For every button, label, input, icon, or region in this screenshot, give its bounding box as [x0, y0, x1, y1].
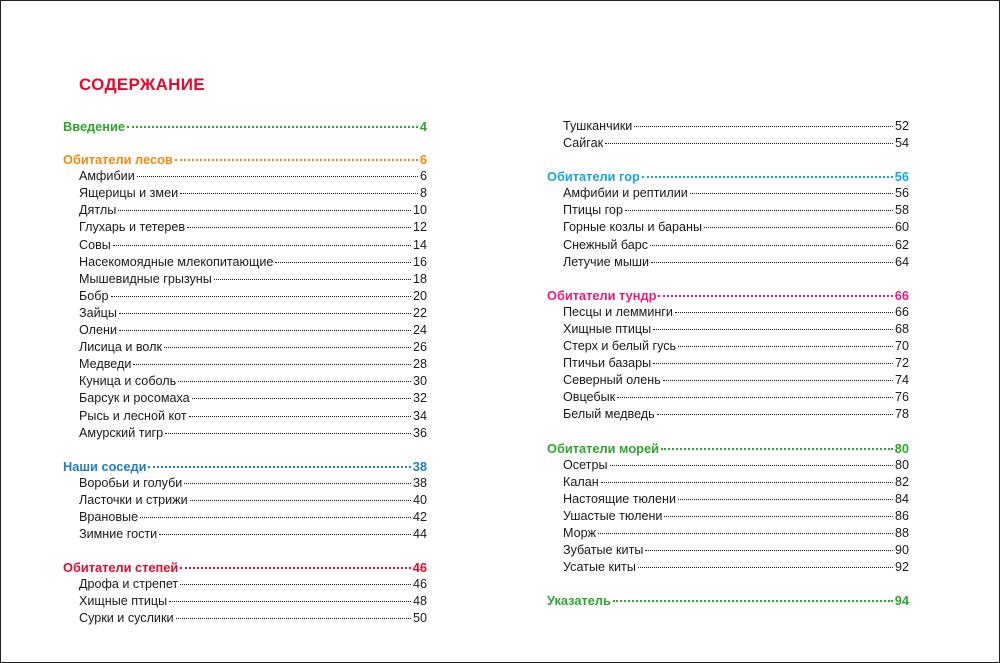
toc-entry-label: Зубатые киты	[563, 543, 644, 558]
dot-leader	[601, 482, 893, 483]
toc-section	[63, 151, 427, 442]
dot-leader	[111, 296, 411, 297]
toc-entry-label: Осетры	[563, 457, 608, 472]
toc-entry[interactable]	[547, 559, 909, 576]
dot-leader	[148, 466, 410, 468]
dot-leader	[119, 313, 411, 314]
toc-entry[interactable]	[547, 185, 909, 202]
toc-page-number: 26	[412, 340, 427, 355]
toc-entry-label: Снежный барс	[563, 237, 649, 252]
toc-page-number: 14	[412, 237, 427, 252]
toc-page-number: 76	[894, 390, 909, 405]
dot-leader	[653, 329, 893, 330]
toc-entry-label: Дрофа и стрепет	[79, 577, 179, 592]
dot-leader	[180, 193, 418, 194]
toc-section	[63, 118, 427, 135]
toc-entry-label: Стерх и белый гусь	[563, 339, 677, 354]
dot-leader	[675, 312, 893, 313]
dot-leader	[642, 176, 893, 178]
dot-leader	[180, 567, 411, 569]
dot-leader	[598, 533, 893, 534]
toc-entry-label: Зимние гости	[79, 527, 158, 542]
toc-entry-label: Горные козлы и бараны	[563, 220, 703, 235]
toc-entry-label: Рысь и лесной кот	[79, 408, 187, 423]
dot-leader	[113, 245, 411, 246]
dot-leader	[634, 126, 893, 127]
toc-entry-label: Настоящие тюлени	[563, 491, 677, 506]
dot-leader	[184, 483, 411, 484]
toc-section-heading[interactable]	[547, 168, 909, 185]
toc-entry-label: Тушканчики	[563, 119, 633, 133]
toc-page-number: 66	[894, 304, 909, 319]
toc-entry-label: Ящерицы и змеи	[79, 186, 179, 201]
toc-entry[interactable]	[547, 372, 909, 389]
dot-leader	[690, 193, 893, 194]
dot-leader	[651, 262, 893, 263]
toc-entry-label: Барсук и росомаха	[79, 391, 190, 406]
toc-entry[interactable]	[63, 185, 427, 202]
toc-page-number: 32	[412, 391, 427, 406]
toc-entry[interactable]	[547, 338, 909, 355]
toc-page-number: 18	[412, 271, 427, 286]
toc-entry-label: Бобр	[79, 288, 109, 303]
toc-entry[interactable]	[63, 526, 427, 543]
toc-entry[interactable]	[547, 304, 909, 321]
toc-entry-label: Овцебык	[563, 390, 616, 405]
toc-entry[interactable]	[63, 305, 427, 322]
dot-leader	[159, 534, 411, 535]
dot-leader	[137, 176, 418, 177]
toc-entry-label: Зайцы	[79, 305, 117, 320]
toc-section-heading[interactable]	[63, 559, 427, 576]
dot-leader	[169, 601, 411, 602]
toc-entry-label: Глухарь и тетерев	[79, 220, 186, 235]
toc-entry-label: Насекомоядные млекопитающие	[79, 254, 274, 269]
dot-leader	[678, 499, 893, 500]
toc-entry[interactable]	[547, 491, 909, 508]
toc-entry[interactable]	[63, 168, 427, 185]
toc-entry-label: Совы	[79, 237, 111, 252]
toc-page-number: 94	[894, 593, 909, 609]
dot-leader	[140, 517, 411, 518]
toc-entry-label: Обитатели тундр	[547, 287, 657, 303]
dot-leader	[650, 245, 893, 246]
toc-page-number: 24	[412, 323, 427, 338]
toc-section	[63, 458, 427, 543]
toc-entry-label: Сурки и суслики	[79, 611, 174, 626]
toc-page-number: 38	[412, 458, 427, 474]
toc-entry-label: Амфибии и рептилии	[563, 186, 688, 201]
toc-page-number: 22	[412, 305, 427, 320]
toc-entry-label: Обитатели морей	[547, 440, 659, 456]
toc-page-number: 10	[412, 203, 427, 218]
toc-entry[interactable]	[547, 219, 909, 236]
dot-leader	[653, 363, 893, 364]
toc-entry-label: Хищные птицы	[563, 321, 652, 336]
toc-page-number: 60	[894, 220, 909, 235]
toc-page-number: 70	[894, 339, 909, 354]
toc-section	[547, 592, 909, 609]
dot-leader	[645, 550, 893, 551]
dot-leader	[133, 364, 411, 365]
dot-leader	[180, 584, 411, 585]
toc-section	[547, 440, 909, 577]
toc-page-number: 86	[894, 508, 909, 523]
toc-column-left	[63, 118, 427, 644]
toc-entry[interactable]	[547, 355, 909, 372]
toc-page-number: 38	[412, 475, 427, 490]
dot-leader	[610, 465, 893, 466]
toc-section-heading[interactable]	[63, 151, 427, 168]
dot-leader	[187, 227, 411, 228]
toc-page-number: 88	[894, 525, 909, 540]
toc-page-number: 36	[412, 425, 427, 440]
toc-entry-label: Обитатели гор	[547, 169, 640, 185]
toc-section-heading[interactable]	[63, 458, 427, 475]
toc-section-heading[interactable]	[547, 592, 909, 609]
toc-entry[interactable]	[63, 475, 427, 492]
toc-entry[interactable]	[547, 118, 909, 135]
toc-entry-label: Ушастые тюлени	[563, 508, 663, 523]
toc-entry[interactable]	[63, 254, 427, 271]
toc-entry-label: Хищные птицы	[79, 594, 168, 609]
toc-entry[interactable]	[63, 373, 427, 390]
toc-entry-label: Введение	[63, 119, 126, 134]
dot-leader	[176, 618, 411, 619]
toc-section	[547, 118, 909, 152]
toc-entry[interactable]	[547, 135, 909, 152]
toc-page-number: 46	[412, 577, 427, 592]
toc-page-number: 6	[419, 169, 427, 184]
toc-entry[interactable]	[63, 219, 427, 236]
toc-entry[interactable]	[547, 508, 909, 525]
toc-entry-label: Белый медведь	[563, 407, 655, 422]
toc-page-number: 16	[412, 254, 427, 269]
toc-entry[interactable]	[63, 288, 427, 305]
toc-page-number: 4	[419, 119, 427, 134]
dot-leader	[678, 346, 893, 347]
toc-page-number: 40	[412, 492, 427, 507]
toc-page-number: 30	[412, 374, 427, 389]
toc-page-number: 68	[894, 321, 909, 336]
toc-entry-label: Указатель	[547, 593, 611, 609]
toc-page-number: 6	[419, 152, 427, 168]
toc-entry-label: Куница и соболь	[79, 374, 177, 389]
toc-entry-label: Медведи	[79, 357, 132, 372]
toc-entry[interactable]	[547, 406, 909, 423]
toc-page-number: 62	[894, 237, 909, 252]
toc-page-number: 28	[412, 357, 427, 372]
toc-page-number: 82	[894, 474, 909, 489]
toc-entry-label: Сайгак	[563, 136, 604, 151]
dot-leader	[165, 433, 411, 434]
toc-page-number: 78	[894, 407, 909, 422]
toc-entry[interactable]	[547, 389, 909, 406]
toc-entry-label: Калан	[563, 474, 599, 489]
toc-page-number: 46	[412, 560, 427, 576]
toc-entry[interactable]	[63, 576, 427, 593]
toc-section-heading[interactable]	[547, 440, 909, 457]
toc-entry[interactable]	[63, 492, 427, 509]
dot-leader	[658, 295, 892, 297]
dot-leader	[661, 448, 893, 450]
toc-page-number: 34	[412, 408, 427, 423]
toc-page-number: 48	[412, 594, 427, 609]
toc-section	[63, 559, 427, 627]
toc-entry[interactable]	[63, 610, 427, 627]
toc-entry-label: Усатые киты	[563, 560, 636, 575]
toc-entry[interactable]	[547, 254, 909, 271]
dot-leader	[664, 516, 893, 517]
toc-entry[interactable]	[63, 356, 427, 373]
toc-entry-label: Обитатели лесов	[63, 152, 173, 168]
dot-leader	[164, 347, 411, 348]
toc-entry[interactable]	[63, 237, 427, 254]
toc-page-number: 56	[894, 169, 909, 185]
toc-entry-label: Амурский тигр	[79, 425, 164, 440]
dot-leader	[175, 159, 418, 161]
toc-entry[interactable]	[547, 525, 909, 542]
toc-entry-label: Амфибии	[79, 169, 135, 184]
dot-leader	[663, 380, 893, 381]
toc-entry[interactable]	[547, 542, 909, 559]
dot-leader	[127, 126, 418, 128]
toc-entry[interactable]	[547, 457, 909, 474]
toc-page-number: 72	[894, 356, 909, 371]
toc-page-number: 8	[419, 186, 427, 201]
dot-leader	[118, 210, 411, 211]
dot-leader	[190, 500, 411, 501]
toc-section	[547, 168, 909, 271]
toc-entry-label: Птичьи базары	[563, 356, 652, 371]
toc-column-right	[547, 118, 909, 625]
dot-leader	[613, 600, 893, 602]
toc-entry-label: Олени	[79, 323, 117, 338]
toc-page-number: 58	[894, 203, 909, 218]
dot-leader	[189, 416, 411, 417]
toc-entry[interactable]	[63, 593, 427, 610]
dot-leader	[617, 397, 893, 398]
toc-page-number: 54	[894, 136, 909, 151]
toc-page-number: 80	[894, 457, 909, 472]
dot-leader	[192, 398, 411, 399]
toc-section	[547, 287, 909, 424]
toc-entry[interactable]	[547, 237, 909, 254]
toc-entry-label: Воробьи и голуби	[79, 475, 183, 490]
dot-leader	[275, 262, 411, 263]
toc-entry-label: Врановые	[79, 509, 139, 524]
toc-page-number: 74	[894, 373, 909, 388]
toc-page-number: 56	[894, 186, 909, 201]
toc-entry[interactable]	[63, 509, 427, 526]
dot-leader	[214, 279, 411, 280]
toc-entry[interactable]	[63, 322, 427, 339]
toc-page-number: 92	[894, 560, 909, 575]
toc-page-number: 80	[894, 440, 909, 456]
toc-entry-label: Летучие мыши	[563, 254, 650, 269]
dot-leader	[625, 210, 893, 211]
toc-page-number: 20	[412, 288, 427, 303]
toc-entry[interactable]	[63, 271, 427, 288]
toc-entry[interactable]	[547, 474, 909, 491]
page-title: СОДЕРЖАНИЕ	[79, 75, 205, 94]
dot-leader	[638, 567, 893, 568]
toc-page-number: 52	[894, 119, 909, 133]
toc-entry[interactable]	[63, 202, 427, 219]
toc-entry-label: Морж	[563, 525, 597, 540]
toc-page-number: 50	[412, 611, 427, 626]
toc-page-number: 12	[412, 220, 427, 235]
toc-entry-label: Песцы и лемминги	[563, 304, 673, 319]
dot-leader	[704, 227, 893, 228]
toc-entry[interactable]	[63, 425, 427, 442]
toc-entry[interactable]	[547, 321, 909, 338]
toc-entry-label: Наши соседи	[63, 458, 147, 474]
toc-entry[interactable]	[547, 202, 909, 219]
toc-entry[interactable]	[63, 339, 427, 356]
dot-leader	[657, 414, 893, 415]
toc-entry[interactable]	[63, 390, 427, 407]
toc-page-number: 84	[894, 491, 909, 506]
toc-section-heading[interactable]	[547, 287, 909, 304]
toc-page-number: 90	[894, 543, 909, 558]
toc-page-number: 42	[412, 509, 427, 524]
toc-entry[interactable]	[63, 408, 427, 425]
toc-entry-label: Дятлы	[79, 203, 117, 218]
toc-section-heading[interactable]	[63, 118, 427, 135]
toc-entry-label: Обитатели степей	[63, 560, 179, 576]
toc-page-number: 66	[894, 287, 909, 303]
toc-entry-label: Северный олень	[563, 373, 661, 388]
dot-leader	[605, 143, 893, 144]
dot-leader	[178, 381, 411, 382]
toc-entry-label: Мышевидные грызуны	[79, 271, 212, 286]
toc-entry-label: Лисица и волк	[79, 340, 163, 355]
dot-leader	[119, 330, 411, 331]
toc-page-number: 64	[894, 254, 909, 269]
toc-page-number: 44	[412, 527, 427, 542]
toc-entry-label: Ласточки и стрижи	[79, 492, 188, 507]
toc-entry-label: Птицы гор	[563, 203, 623, 218]
